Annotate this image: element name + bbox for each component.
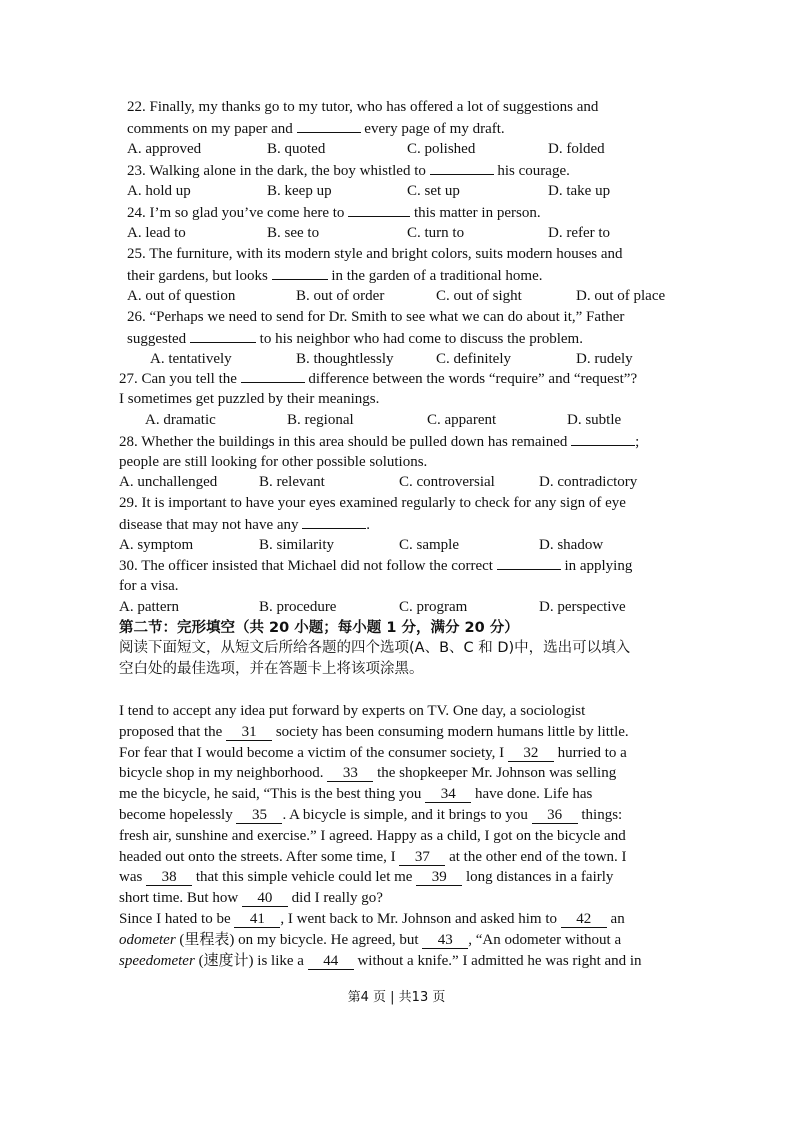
blank-number: 31 xyxy=(226,724,272,741)
option-a: A. lead to xyxy=(127,225,186,241)
option-b: B. keep up xyxy=(267,183,332,199)
passage-line: was 38 that this simple vehicle could let me 39 long distances in a fairly xyxy=(119,869,614,885)
question-22-line2: comments on my paper and every page of my draft. xyxy=(127,118,505,139)
passage-line: bicycle shop in my neighborhood. 33 the shopkeeper Mr. Johnson was selling xyxy=(119,765,617,781)
option-c: C. set up xyxy=(407,183,460,199)
passage-line: odometer (里程表) on my bicycle. He agreed, but 43 , “An odometer without a xyxy=(119,932,622,948)
option-c: C. polished xyxy=(407,141,476,157)
blank-number: 42 xyxy=(561,911,607,928)
option-c: C. program xyxy=(399,599,468,615)
blank-number: 39 xyxy=(416,869,462,886)
blank-number: 32 xyxy=(508,745,554,762)
page-footer: 第4 页 | 共13 页 xyxy=(347,990,446,1005)
answer-blank xyxy=(272,265,328,280)
option-d: D. shadow xyxy=(539,537,604,553)
question-25-line1: 25. The furniture, with its modern style and bright colors, suits modern houses and xyxy=(127,246,623,262)
answer-blank xyxy=(430,160,494,175)
question-27-line1: 27. Can you tell the difference between the words “require” and “request”? xyxy=(119,368,637,389)
question-29-line1: 29. It is important to have your eyes examined regularly to check for any sign of eye xyxy=(119,495,626,511)
option-d: D. subtle xyxy=(567,412,622,428)
option-c: C. apparent xyxy=(427,412,497,428)
option-d: D. contradictory xyxy=(539,474,638,490)
option-b: B. similarity xyxy=(259,537,334,553)
option-a: A. unchallenged xyxy=(119,474,218,490)
blank-number: 43 xyxy=(422,932,468,949)
answer-blank xyxy=(190,328,256,343)
option-b: B. regional xyxy=(287,412,354,428)
question-25-line2: their gardens, but looks in the garden of a traditional home. xyxy=(127,265,543,286)
answer-blank xyxy=(497,555,561,570)
passage-line: I tend to accept any idea put forward by experts on TV. One day, a sociologist xyxy=(119,703,586,719)
blank-number: 33 xyxy=(327,765,373,782)
blank-number: 35 xyxy=(236,807,282,824)
option-b: B. thoughtlessly xyxy=(296,351,394,367)
blank-number: 41 xyxy=(234,911,280,928)
blank-number: 36 xyxy=(532,807,578,824)
passage-line: me the bicycle, he said, “This is the best thing you 34 have done. Life has xyxy=(119,786,593,802)
option-d: D. refer to xyxy=(548,225,611,241)
passage-line: Since I hated to be 41 , I went back to Mr. Johnson and asked him to 42 an xyxy=(119,911,625,927)
option-a: A. pattern xyxy=(119,599,179,615)
option-a: A. dramatic xyxy=(145,412,216,428)
option-a: A. out of question xyxy=(127,288,236,304)
option-a: A. hold up xyxy=(127,183,191,199)
question-26-line1: 26. “Perhaps we need to send for Dr. Smith to see what we can do about it,” Father xyxy=(127,309,625,325)
option-d: D. perspective xyxy=(539,599,626,615)
blank-number: 44 xyxy=(308,953,354,970)
section-instructions-line2: 空白处的最佳选项，并在答题卡上将该项涂黑。 xyxy=(119,661,424,677)
passage-line: fresh air, sunshine and exercise.” I agreed. Happy as a child, I got on the bicycle and xyxy=(119,828,626,844)
option-d: D. rudely xyxy=(576,351,633,367)
answer-blank xyxy=(241,368,305,383)
passage-line: speedometer (速度计) is like a 44 without a knife.” I admitted he was right and in xyxy=(119,953,642,969)
option-c: C. definitely xyxy=(436,351,511,367)
answer-blank xyxy=(348,202,410,217)
question-28-line1: 28. Whether the buildings in this area should be pulled down has remained ; xyxy=(119,431,639,452)
option-d: D. take up xyxy=(548,183,611,199)
option-d: D. out of place xyxy=(576,288,666,304)
option-b: B. procedure xyxy=(259,599,337,615)
answer-blank xyxy=(571,431,635,446)
option-c: C. controversial xyxy=(399,474,495,490)
blank-number: 38 xyxy=(146,869,192,886)
section-instructions-line1: 阅读下面短文，从短文后所给各题的四个选项(A、B、C 和 D)中，选出可以填入 xyxy=(119,640,631,656)
blank-number: 37 xyxy=(399,849,445,866)
passage-line: For fear that I would become a victim of the consumer society, I 32 hurried to a xyxy=(119,745,627,761)
passage-line: short time. But how 40 did I really go? xyxy=(119,890,383,906)
question-29-line2: disease that may not have any . xyxy=(119,514,370,535)
question-24-line1: 24. I’m so glad you’ve come here to this matter in person. xyxy=(127,202,541,223)
option-b: B. relevant xyxy=(259,474,325,490)
question-22-line1: 22. Finally, my thanks go to my tutor, who has offered a lot of suggestions and xyxy=(127,99,599,115)
section-heading: 第二节：完形填空（共 20 小题；每小题 1 分，满分 20 分） xyxy=(119,620,519,636)
option-c: C. turn to xyxy=(407,225,465,241)
option-c: C. sample xyxy=(399,537,459,553)
question-30-line2: for a visa. xyxy=(119,578,179,594)
question-28-line2: people are still looking for other possible solutions. xyxy=(119,454,428,470)
question-26-line2: suggested to his neighbor who had come to discuss the problem. xyxy=(127,328,583,349)
option-a: A. approved xyxy=(127,141,202,157)
blank-number: 40 xyxy=(242,890,288,907)
question-30-line1: 30. The officer insisted that Michael did not follow the correct in applying xyxy=(119,555,632,576)
option-a: A. tentatively xyxy=(150,351,232,367)
passage-line: headed out onto the streets. After some time, I 37 at the other end of the town. I xyxy=(119,849,627,865)
passage-line: proposed that the 31 society has been consuming modern humans little by little. xyxy=(119,724,629,740)
option-b: B. quoted xyxy=(267,141,326,157)
option-b: B. out of order xyxy=(296,288,385,304)
passage-line: become hopelessly 35 . A bicycle is simple, and it brings to you 36 things: xyxy=(119,807,623,823)
question-27-line2: I sometimes get puzzled by their meanings. xyxy=(119,391,380,407)
option-d: D. folded xyxy=(548,141,605,157)
option-a: A. symptom xyxy=(119,537,194,553)
answer-blank xyxy=(302,514,366,529)
blank-number: 34 xyxy=(425,786,471,803)
option-c: C. out of sight xyxy=(436,288,522,304)
answer-blank xyxy=(297,118,361,133)
question-23-line1: 23. Walking alone in the dark, the boy whistled to his courage. xyxy=(127,160,570,181)
option-b: B. see to xyxy=(267,225,320,241)
